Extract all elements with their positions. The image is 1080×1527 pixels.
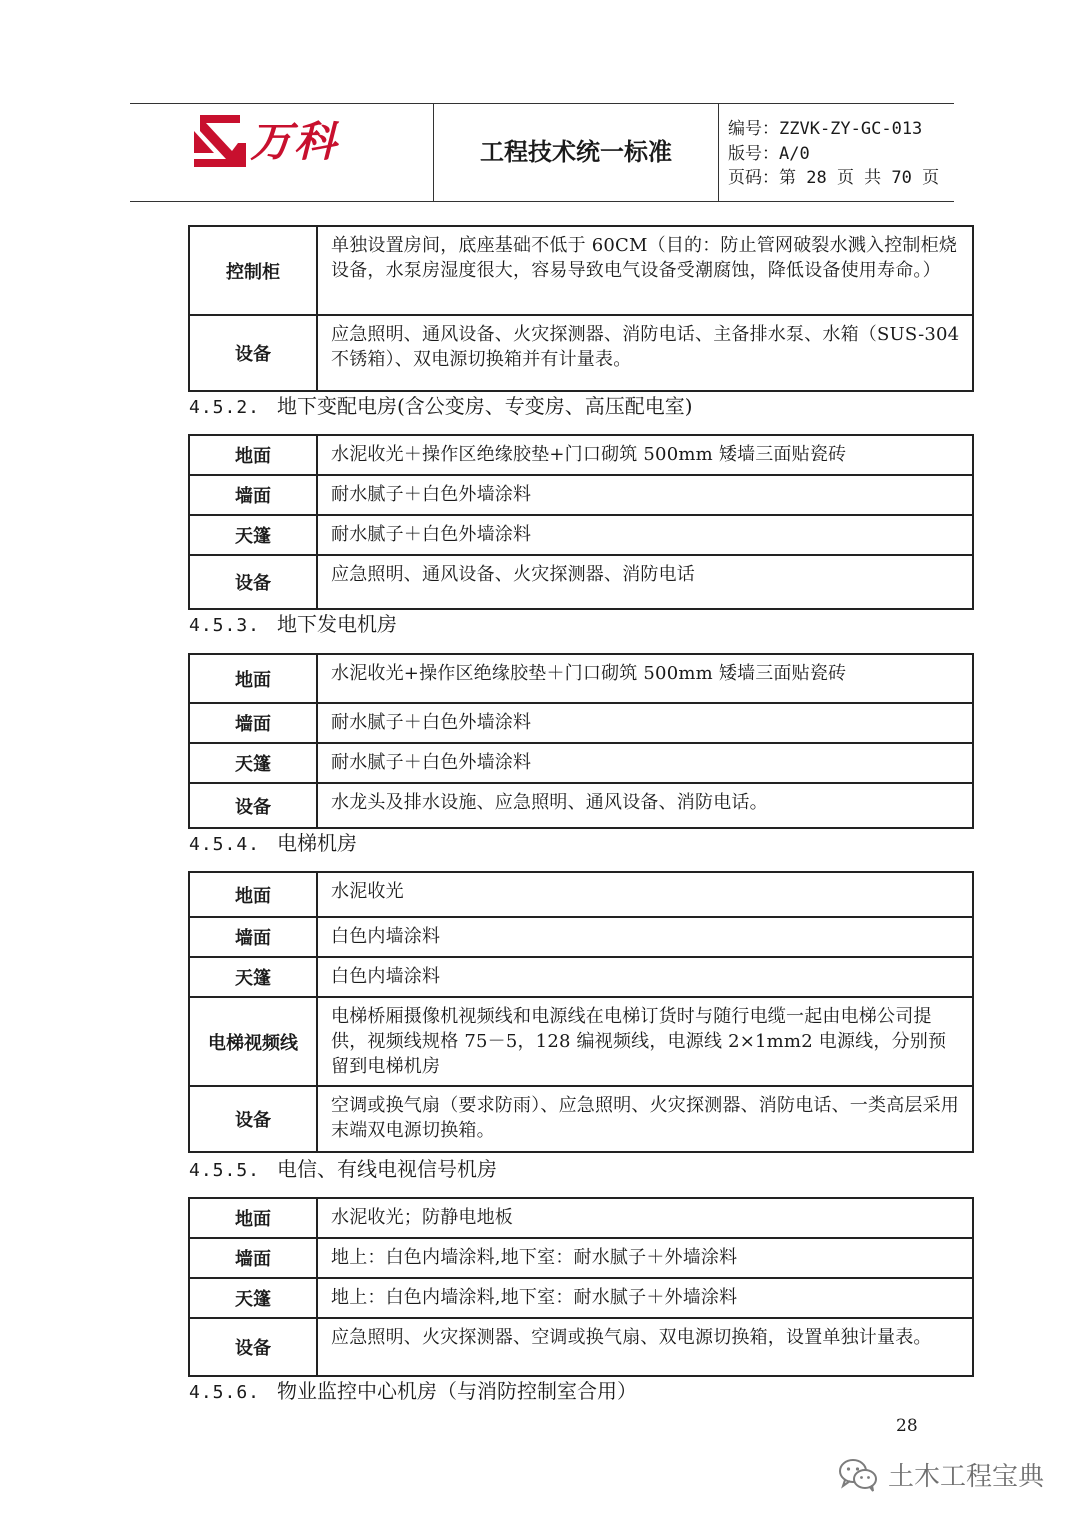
vanke-logo-icon xyxy=(192,113,248,169)
row-value: 耐水腻子＋白色外墙涂料 xyxy=(317,475,973,515)
row-label: 天篷 xyxy=(189,957,317,997)
table-row xyxy=(189,315,973,391)
table-row xyxy=(189,917,973,957)
section-number: 4.5.3. xyxy=(189,615,261,636)
spec-table-pump-room xyxy=(188,225,974,392)
table-row xyxy=(189,435,973,475)
doc-number-value: ZZVK-ZY-GC-013 xyxy=(779,119,923,139)
table-row xyxy=(189,872,973,917)
header-top-rule xyxy=(130,103,954,104)
page-info-value: 第 28 页 共 70 页 xyxy=(779,168,940,188)
page-number: 28 xyxy=(896,1416,918,1436)
section-title: 电梯机房 xyxy=(277,831,357,855)
row-label: 电梯视频线 xyxy=(189,997,317,1086)
row-value: 电梯桥厢摄像机视频线和电源线在电梯订货时与随行电缆一起由电梯公司提供，视频线规格 75－5，128 编视频线，电源线 2×1mm2 电源线，分别预留到电梯机房 xyxy=(317,997,973,1086)
section-number: 4.5.6. xyxy=(189,1382,261,1403)
section-heading xyxy=(189,611,397,639)
row-value: 地上：白色内墙涂料,地下室：耐水腻子＋外墙涂料 xyxy=(317,1278,973,1318)
row-value: 水泥收光+操作区绝缘胶垫＋门口砌筑 500mm 矮墙三面贴瓷砖 xyxy=(317,654,973,703)
version xyxy=(728,144,810,164)
section-heading xyxy=(189,393,693,421)
table-row xyxy=(189,997,973,1086)
section-title: 电信、有线电视信号机房 xyxy=(277,1157,497,1181)
section-number: 4.5.2. xyxy=(189,397,261,418)
row-label: 墙面 xyxy=(189,475,317,515)
page-info xyxy=(728,168,939,188)
table-row xyxy=(189,226,973,315)
row-value: 单独设置房间，底座基础不低于 60CM（目的：防止管网破裂水溅入控制柜烧设备，水泵房湿度很大，容易导致电气设备受潮腐蚀，降低设备使用寿命。） xyxy=(317,226,973,315)
row-label: 设备 xyxy=(189,315,317,391)
watermark xyxy=(838,1456,1044,1493)
table-row xyxy=(189,743,973,783)
watermark-text: 土木工程宝典 xyxy=(888,1462,1045,1492)
table-row xyxy=(189,703,973,743)
doc-number xyxy=(728,119,922,139)
table-row xyxy=(189,783,973,828)
table-row xyxy=(189,1238,973,1278)
row-label: 控制柜 xyxy=(189,226,317,315)
page-info-label: 页码： xyxy=(728,168,779,188)
row-label: 天篷 xyxy=(189,1278,317,1318)
table-row xyxy=(189,475,973,515)
row-value: 白色内墙涂料 xyxy=(317,957,973,997)
spec-table-elevator-room xyxy=(188,871,974,1153)
header-divider xyxy=(718,104,719,201)
row-label: 墙面 xyxy=(189,917,317,957)
section-heading xyxy=(189,1378,637,1406)
table-row xyxy=(189,1278,973,1318)
spec-table-substation xyxy=(188,434,974,610)
row-value: 水龙头及排水设施、应急照明、通风设备、消防电话。 xyxy=(317,783,973,828)
table-row xyxy=(189,515,973,555)
table-row xyxy=(189,1318,973,1376)
row-label: 地面 xyxy=(189,654,317,703)
table-row xyxy=(189,1086,973,1152)
row-label: 天篷 xyxy=(189,743,317,783)
wechat-icon xyxy=(838,1458,878,1492)
version-value: A/0 xyxy=(779,144,810,164)
row-value: 白色内墙涂料 xyxy=(317,917,973,957)
section-heading xyxy=(189,830,357,858)
row-label: 设备 xyxy=(189,555,317,609)
row-value: 水泥收光 xyxy=(317,872,973,917)
section-number: 4.5.4. xyxy=(189,834,261,855)
table-row xyxy=(189,555,973,609)
section-title: 地下变配电房(含公变房、专变房、高压配电室) xyxy=(277,394,693,418)
row-value: 耐水腻子＋白色外墙涂料 xyxy=(317,743,973,783)
row-value: 耐水腻子＋白色外墙涂料 xyxy=(317,703,973,743)
section-title: 地下发电机房 xyxy=(277,612,397,636)
row-label: 地面 xyxy=(189,872,317,917)
row-value: 水泥收光；防静电地板 xyxy=(317,1198,973,1238)
logo-wordmark: 万科 xyxy=(250,117,339,166)
row-label: 设备 xyxy=(189,1318,317,1376)
row-value: 水泥收光＋操作区绝缘胶垫+门口砌筑 500mm 矮墙三面贴瓷砖 xyxy=(317,435,973,475)
spec-table-generator-room xyxy=(188,653,974,829)
document-title: 工程技术统一标准 xyxy=(480,138,672,166)
row-label: 地面 xyxy=(189,435,317,475)
row-value: 应急照明、通风设备、火灾探测器、消防电话 xyxy=(317,555,973,609)
row-value: 耐水腻子＋白色外墙涂料 xyxy=(317,515,973,555)
row-label: 设备 xyxy=(189,783,317,828)
row-label: 墙面 xyxy=(189,1238,317,1278)
section-number: 4.5.5. xyxy=(189,1160,261,1181)
table-row xyxy=(189,1198,973,1238)
row-label: 墙面 xyxy=(189,703,317,743)
row-value: 应急照明、火灾探测器、空调或换气扇、双电源切换箱，设置单独计量表。 xyxy=(317,1318,973,1376)
section-heading xyxy=(189,1156,497,1184)
row-value: 空调或换气扇（要求防雨）、应急照明、火灾探测器、消防电话、一类高层采用末端双电源切换箱。 xyxy=(317,1086,973,1152)
doc-number-label: 编号： xyxy=(728,119,779,139)
row-label: 天篷 xyxy=(189,515,317,555)
spec-table-telecom-room xyxy=(188,1197,974,1377)
row-label: 地面 xyxy=(189,1198,317,1238)
header-bottom-rule xyxy=(130,201,954,202)
row-label: 设备 xyxy=(189,1086,317,1152)
section-title: 物业监控中心机房（与消防控制室合用） xyxy=(277,1379,637,1403)
row-value: 地上：白色内墙涂料,地下室：耐水腻子＋外墙涂料 xyxy=(317,1238,973,1278)
table-row xyxy=(189,957,973,997)
row-value: 应急照明、通风设备、火灾探测器、消防电话、主备排水泵、水箱（SUS-304不锈箱）、双电源切换箱并有计量表。 xyxy=(317,315,973,391)
table-row xyxy=(189,654,973,703)
version-label: 版号： xyxy=(728,144,779,164)
